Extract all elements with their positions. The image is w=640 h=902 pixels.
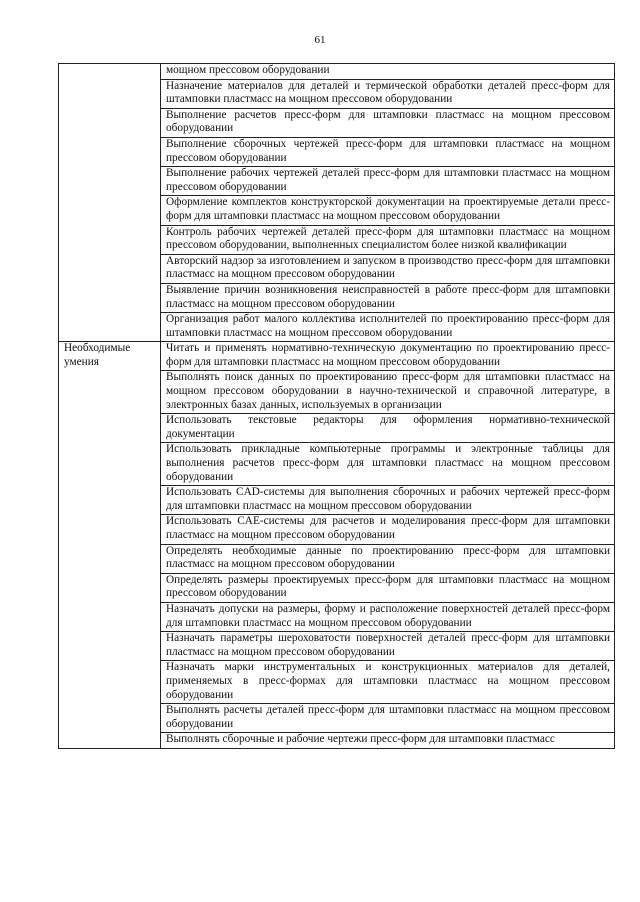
category-cell — [59, 64, 161, 342]
table-cell: Контроль рабочих чертежей деталей пресс-форм для штамповки пластмасс на мощном прессовом оборудовании, выполненных специалистом более низкой квалификации — [161, 225, 615, 254]
table-cell: Авторский надзор за изготовлением и запуском в производство пресс-форм для штамповки пластмасс на мощном прессовом оборудовании — [161, 254, 615, 283]
table-cell: Выполнять расчеты деталей пресс-форм для штамповки пластмасс на мощном прессовом оборудовании — [161, 704, 615, 733]
table-cell: Использовать CAD-системы для выполнения сборочных и рабочих чертежей пресс-форм для штамповки пластмасс на мощном прессовом оборудовании — [161, 486, 615, 515]
table-row — [59, 64, 615, 80]
table-cell: Назначать допуски на размеры, форму и расположение поверхностей деталей пресс-форм для штамповки пластмасс на мощном прессовом оборудовании — [161, 602, 615, 631]
category-label: Необходимые умения — [64, 342, 131, 368]
table-cell: Выполнять сборочные и рабочие чертежи пресс-форм для штамповки пластмасс — [161, 733, 615, 749]
table-cell: Назначать марки инструментальных и конструкционных материалов для деталей, применяемых в пресс-формах для штамповки пластмасс на мощном прессовом оборудовании — [161, 661, 615, 704]
table-cell: мощном прессовом оборудовании — [161, 64, 615, 80]
table-cell: Организация работ малого коллектива исполнителей по проектированию пресс-форм для штамповки пластмасс на мощном прессовом оборудовании — [161, 313, 615, 342]
table-cell: Выявление причин возникновения неисправностей в работе пресс-форм для штамповки пластмасс на мощном прессовом оборудовании — [161, 283, 615, 312]
table-cell: Назначать параметры шероховатости поверхностей деталей пресс-форм для штамповки пластмасс на мощном прессовом оборудовании — [161, 632, 615, 661]
table-cell: Оформление комплектов конструкторской документации на проектируемые детали пресс-форм для штамповки пластмасс на мощном прессовом оборудовании — [161, 196, 615, 225]
table-cell: Использовать CAE-системы для расчетов и моделирования пресс-форм для штамповки пластмасс на мощном прессовом оборудовании — [161, 515, 615, 544]
table-cell: Выполнение сборочных чертежей пресс-форм для штамповки пластмасс на мощном прессовом оборудовании — [161, 137, 615, 166]
table-cell: Определять необходимые данные по проектированию пресс-форм для штамповки пластмасс на мощном прессовом оборудовании — [161, 544, 615, 573]
table-cell: Читать и применять нормативно-техническую документацию по проектированию пресс-форм для штамповки пластмасс на мощном прессовом оборудовании — [161, 342, 615, 371]
table-row — [59, 342, 615, 371]
table-cell: Использовать прикладные компьютерные программы и электронные таблицы для выполнения расчетов пресс-форм для штамповки пластмасс на мощном прессовом оборудовании — [161, 443, 615, 486]
requirements-table — [58, 63, 615, 749]
table-cell: Выполнять поиск данных по проектированию пресс-форм для штамповки пластмасс на мощном прессовом оборудовании в научно-технической и справочной литературе, в электронных базах данных, используемых в организации — [161, 371, 615, 414]
table-cell: Выполнение рабочих чертежей деталей пресс-форм для штамповки пластмасс на мощном прессовом оборудовании — [161, 167, 615, 196]
category-cell — [59, 342, 161, 749]
page-number: 61 — [314, 34, 326, 46]
table-cell: Использовать текстовые редакторы для оформления нормативно-технической документации — [161, 414, 615, 443]
table-cell: Назначение материалов для деталей и термической обработки деталей пресс-форм для штамповки пластмасс на мощном прессовом оборудовании — [161, 79, 615, 108]
table-cell: Выполнение расчетов пресс-форм для штамповки пластмасс на мощном прессовом оборудовании — [161, 108, 615, 137]
table-cell: Определять размеры проектируемых пресс-форм для штамповки пластмасс на мощном прессовом оборудовании — [161, 573, 615, 602]
